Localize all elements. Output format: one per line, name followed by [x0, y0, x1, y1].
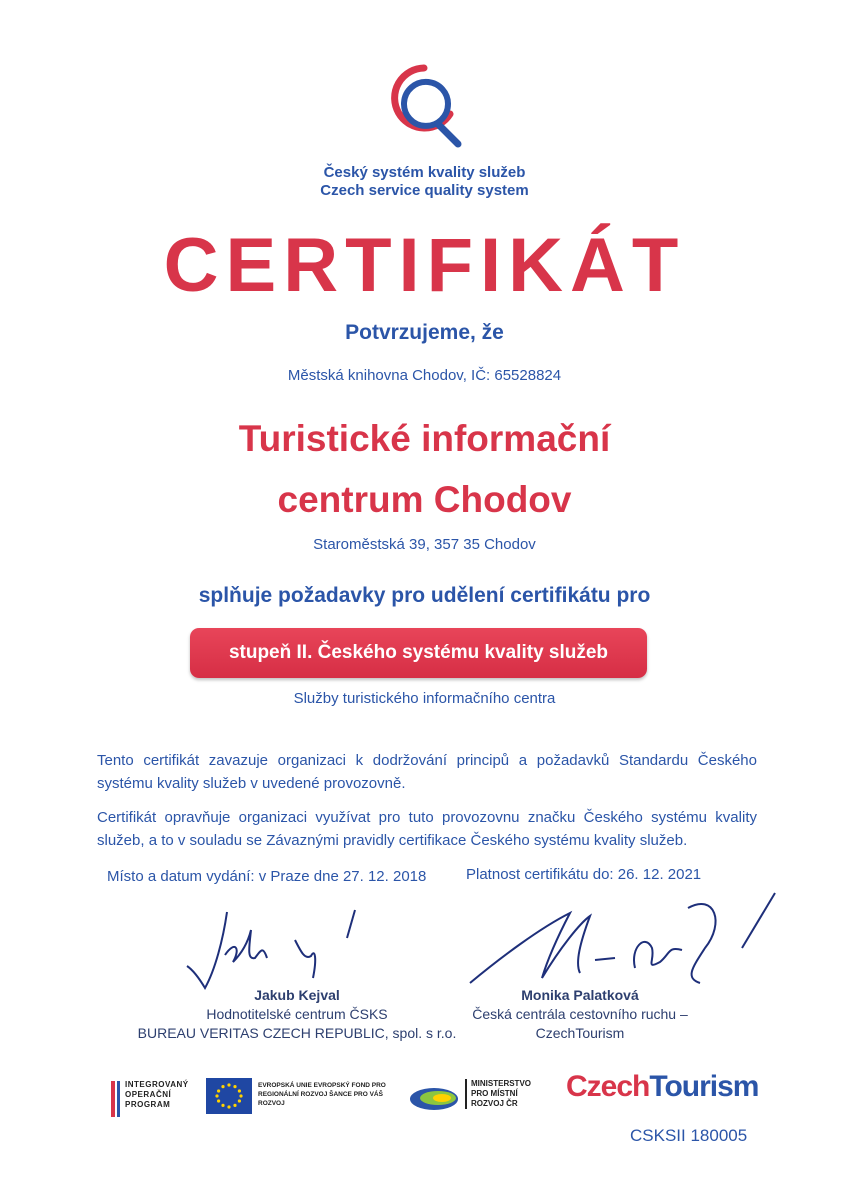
iop-red-bar-icon	[111, 1081, 115, 1117]
signer-company: BUREAU VERITAS CZECH REPUBLIC, spol. s r.o.	[137, 1025, 457, 1041]
eu-fund-text: EVROPSKÁ UNIE EVROPSKÝ FOND PRO REGIONÁLNÍ ROZVOJ ŠANCE PRO VÁŠ ROZVOJ	[258, 1082, 386, 1107]
authorization-paragraph: Certifikát opravňuje organizaci využívat pro tuto provozovnu značku Českého systému kvality služeb, a to v souladu se Závaznými pravidly certifikace Českého systému kvality služeb.	[97, 809, 757, 849]
holder-name-line2: centrum Chodov	[277, 479, 572, 520]
obligation-paragraph: Tento certifikát zavazuje organizaci k dodržování principů a požadavků Standardu Českého systému kvality služeb v uvedené provozovně.	[97, 752, 757, 792]
eu-flag-icon	[206, 1078, 252, 1114]
iop-logo	[111, 1075, 191, 1119]
signer-role: Hodnotitelské centrum ČSKS	[206, 1006, 388, 1022]
signer-name: Jakub Kejval	[254, 987, 340, 1003]
tagline-english: Czech service quality system	[320, 182, 529, 199]
certificate-title: CERTIFIKÁT	[163, 223, 686, 308]
iop-logo-text: INTEGROVANÝ OPERAČNÍ PROGRAM	[125, 1080, 189, 1109]
mmr-swoosh-icon	[408, 1083, 460, 1115]
signature-kejval-icon	[175, 900, 375, 995]
signer-czechtourism	[415, 986, 745, 1043]
holder-name-line1: Turistické informační	[238, 418, 611, 459]
signer-name: Monika Palatková	[521, 987, 639, 1003]
organization-line: Městská knihovna Chodov, IČ: 65528824	[287, 367, 562, 384]
iop-blue-bar-icon	[117, 1081, 120, 1117]
service-description: Služby turistického informačního centra	[293, 690, 556, 707]
czechtourism-logo: CzechTourism	[566, 1070, 759, 1103]
validity-date: Platnost certifikátu do: 26. 12. 2021	[466, 866, 702, 883]
mmr-logo	[408, 1077, 543, 1121]
signer-bureau-veritas	[132, 986, 462, 1043]
tagline-czech: Český systém kvality služeb	[323, 164, 526, 181]
signer-role: Česká centrála cestovního ruchu –	[472, 1006, 688, 1022]
confirm-text: Potvrzujeme, že	[345, 321, 504, 344]
signer-company: CzechTourism	[535, 1025, 625, 1041]
certificate-code: CSKSII 180005	[630, 1126, 748, 1145]
level-banner: stupeň II. Českého systému kvality služeb	[190, 628, 647, 678]
eu-fund-logo	[206, 1075, 406, 1117]
place-and-date: Místo a datum vydání: v Praze dne 27. 12. 2018	[107, 868, 427, 885]
mmr-logo-text: MINISTERSTVO PRO MÍSTNÍ ROZVOJ ČR	[465, 1079, 541, 1109]
cq-quality-logo-icon	[378, 58, 470, 150]
holder-address: Staroměstská 39, 357 35 Chodov	[313, 536, 536, 553]
meets-requirements-text: splňuje požadavky pro udělení certifikátu pro	[198, 584, 651, 607]
